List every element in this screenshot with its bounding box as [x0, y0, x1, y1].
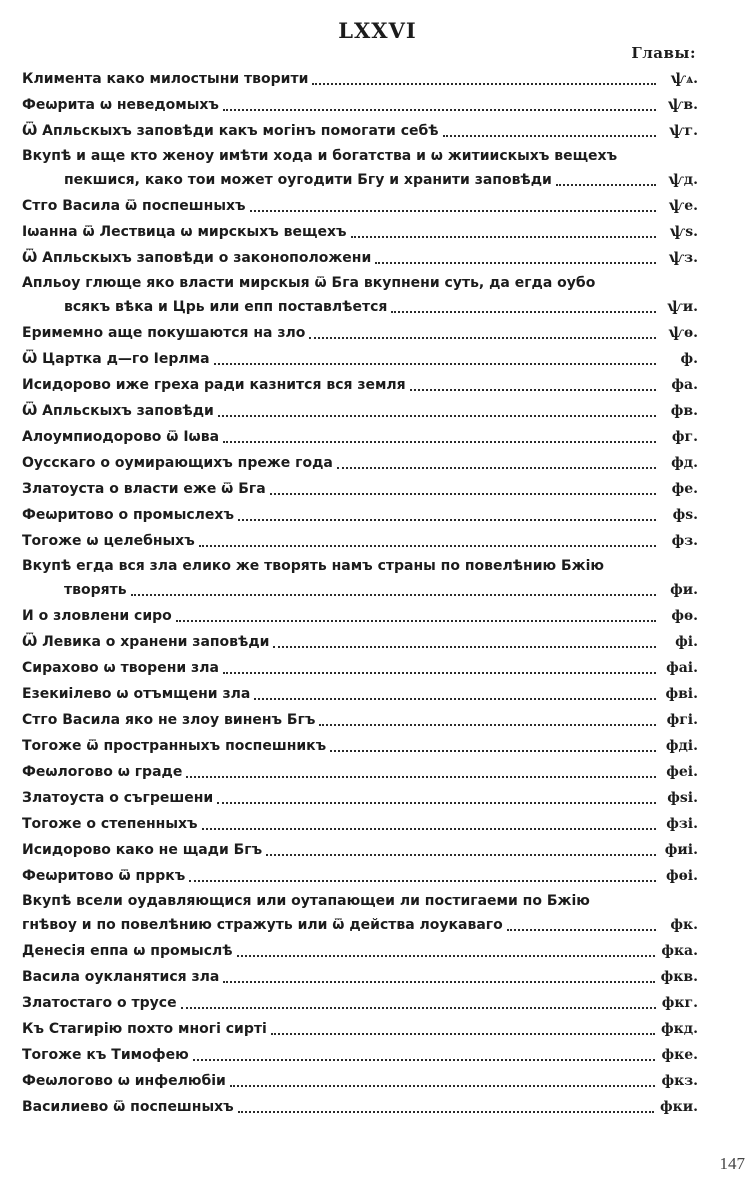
- toc-entry-ref: фа.: [671, 377, 698, 393]
- toc-entry-ref: ѱд.: [668, 172, 698, 188]
- toc-entry: [22, 889, 698, 938]
- toc-entry: [22, 554, 698, 603]
- dot-leader: [507, 929, 656, 931]
- toc-entry-text: Исидорово иже греха ради казнится вся земля: [22, 377, 406, 393]
- toc-entry-ref: фки.: [660, 1099, 698, 1115]
- toc-entry: [22, 502, 698, 528]
- toc-entry: [22, 450, 698, 476]
- toc-entry-text: Къ Стагирію похто многі сирті: [22, 1021, 267, 1037]
- dot-leader: [189, 880, 656, 882]
- toc-entry-text: Васила оукланятися зла: [22, 969, 220, 985]
- toc-entry-ref: фг.: [671, 429, 698, 445]
- toc-entry-ref: фѳі.: [666, 868, 698, 884]
- dot-leader: [223, 109, 656, 111]
- dot-leader: [273, 646, 656, 648]
- toc-entry-continuation: [22, 295, 698, 320]
- dot-leader: [351, 236, 656, 238]
- toc-entry-text: Вкупѣ и аще кто женоу имѣти хода и богатства и ѡ житиискыхъ вещехъ: [22, 148, 618, 164]
- dot-leader: [250, 210, 656, 212]
- dot-leader: [131, 594, 656, 596]
- toc-entry-text: Іѡанна ѿ Лествица ѡ мирскыхъ вещехъ: [22, 224, 347, 240]
- toc-entry: [22, 528, 698, 554]
- dot-leader: [181, 1007, 656, 1009]
- toc-entry-text: Езекиілево ѡ отъмщени зла: [22, 686, 251, 702]
- toc-entry: [22, 629, 698, 655]
- toc-entry-ref: фѕі.: [667, 790, 698, 806]
- toc-entry-text: Апльоу глюще яко власти мирскыя ѿ Бга вкупнени суть, да егда оубо: [22, 275, 596, 291]
- toc-entry-text: И о зловлени сиро: [22, 608, 172, 624]
- toc-entry-ref: фві.: [665, 686, 698, 702]
- toc-entry: [22, 219, 698, 245]
- toc-entry-text: Тогоже ѿ пространныхъ поспешникъ: [22, 738, 327, 754]
- dot-leader: [186, 776, 656, 778]
- toc-entry-ref: фзі.: [666, 816, 698, 832]
- dot-leader: [270, 493, 656, 495]
- toc-entry-text: Златоуста о съгрешени: [22, 790, 214, 806]
- toc-entry: [22, 964, 698, 990]
- toc-entry-ref: фв.: [670, 403, 698, 419]
- dot-leader: [391, 311, 656, 313]
- toc-entry-text: Феѡритово ѿ прркъ: [22, 868, 186, 884]
- toc-entry: [22, 320, 698, 346]
- dot-leader: [266, 854, 656, 856]
- dot-leader: [202, 828, 656, 830]
- toc-entry: [22, 938, 698, 964]
- toc-entry-text: Вкупѣ всели оудавляющися или оутапающеи ли постигаеми по Бжію: [22, 893, 590, 909]
- toc-entry-ref: ѱе.: [668, 198, 698, 214]
- toc-entry-text: Феѡрита ѡ неведомыхъ: [22, 97, 219, 113]
- toc-entry: [22, 603, 698, 629]
- toc-entry-text-continued: пекшися, како тои может оугодити Бгу и хранити заповѣди: [64, 172, 552, 188]
- dot-leader: [214, 363, 656, 365]
- toc-entry: [22, 66, 698, 92]
- dot-leader: [238, 519, 656, 521]
- toc-entry: [22, 346, 698, 372]
- toc-entry-text: Феѡлогово ѡ граде: [22, 764, 183, 780]
- dot-leader: [443, 135, 656, 137]
- dot-leader: [223, 672, 656, 674]
- toc-entry-continuation: [22, 913, 698, 938]
- toc-entry: [22, 990, 698, 1016]
- toc-entry-ref: ѱѳ.: [668, 325, 698, 341]
- toc-entry-ref: фз.: [671, 533, 698, 549]
- toc-entry-text: Денесія еппа ѡ промыслѣ: [22, 943, 233, 959]
- toc-entry: [22, 1094, 698, 1120]
- toc-entry: [22, 245, 698, 271]
- toc-entry-continuation: [22, 168, 698, 193]
- toc-entry-text: Златостаго о трусе: [22, 995, 177, 1011]
- toc-entry-text-continued: творять: [64, 582, 127, 598]
- toc-entry-text: Еримемно аще покушаются на зло: [22, 325, 306, 341]
- toc-entry: [22, 271, 698, 320]
- toc-entry: [22, 655, 698, 681]
- column-header-chapters: Главы:: [631, 44, 696, 62]
- toc-entry-ref: ѱѧ.: [670, 71, 698, 87]
- toc-entry-text: Василиево ѿ поспешныхъ: [22, 1099, 234, 1115]
- toc-entry: [22, 398, 698, 424]
- toc-entry-text: Климента како милостыни творити: [22, 71, 309, 87]
- toc-entry: [22, 476, 698, 502]
- toc-entry-continuation: [22, 578, 698, 603]
- toc-entry: [22, 785, 698, 811]
- toc-entry-text: Тогоже къ Тимофею: [22, 1047, 189, 1063]
- toc-entry: [22, 733, 698, 759]
- toc-entry-ref: фі.: [675, 634, 698, 650]
- toc-entry-text: Исидорово како не щади Бгъ: [22, 842, 263, 858]
- toc-entry-ref: фе.: [671, 481, 698, 497]
- toc-entry-ref: фѳ.: [671, 608, 698, 624]
- toc-entry-ref: ѱи.: [667, 299, 698, 315]
- dot-leader: [337, 467, 656, 469]
- dot-leader: [319, 724, 656, 726]
- dot-leader: [217, 802, 656, 804]
- toc-entry-ref: ѱз.: [668, 250, 698, 266]
- toc-entry-ref: фкз.: [661, 1073, 698, 1089]
- toc-entry: [22, 118, 698, 144]
- dot-leader: [410, 389, 656, 391]
- toc-entry-ref: фке.: [661, 1047, 698, 1063]
- dot-leader: [375, 262, 656, 264]
- dot-leader: [312, 83, 656, 85]
- toc-entry-ref: фкд.: [661, 1021, 698, 1037]
- toc-entry: [22, 1042, 698, 1068]
- toc-entry-text: Тогоже о степенныхъ: [22, 816, 198, 832]
- toc-entry-text: Ѿ Апльскыхъ заповѣди какъ могінъ помогати себѣ: [22, 123, 439, 139]
- dot-leader: [271, 1033, 655, 1035]
- toc-entry: [22, 424, 698, 450]
- toc-entry-ref: фкв.: [660, 969, 698, 985]
- toc-entry: [22, 1016, 698, 1042]
- toc-entry-ref: феі.: [666, 764, 698, 780]
- toc-entry-ref: фаі.: [666, 660, 698, 676]
- toc-entry: [22, 707, 698, 733]
- page-number: 147: [719, 1154, 745, 1173]
- toc-entry: [22, 837, 698, 863]
- toc-entry: [22, 759, 698, 785]
- dot-leader: [230, 1085, 656, 1087]
- toc-entry-ref: ѱѕ.: [669, 224, 698, 240]
- toc-entry-ref: ѱв.: [667, 97, 698, 113]
- toc-entry: [22, 1068, 698, 1094]
- toc-entry-ref: ѱг.: [669, 123, 698, 139]
- dot-leader: [237, 955, 656, 957]
- toc-entry-ref: фкг.: [661, 995, 698, 1011]
- dot-leader: [254, 698, 656, 700]
- toc-entry: [22, 193, 698, 219]
- toc-entry-ref: фк.: [670, 917, 698, 933]
- toc-entry: [22, 811, 698, 837]
- dot-leader: [193, 1059, 656, 1061]
- toc-entry-text: Златоуста о власти еже ѿ Бга: [22, 481, 266, 497]
- page-title: LXXVI: [338, 18, 417, 43]
- toc-entry-ref: фиі.: [664, 842, 698, 858]
- dot-leader: [176, 620, 656, 622]
- toc-entry-ref: фді.: [665, 738, 698, 754]
- toc-entry-text: Оусскаго о оумирающихъ преже года: [22, 455, 333, 471]
- dot-leader: [223, 981, 654, 983]
- dot-leader: [556, 184, 656, 186]
- dot-leader: [238, 1111, 654, 1113]
- toc-entry-text: Сирахово ѡ творени зла: [22, 660, 219, 676]
- toc-entry-ref: фд.: [671, 455, 698, 471]
- toc-entry-text: Ѿ Апльскыхъ заповѣди: [22, 403, 214, 419]
- toc-entry-ref: фѕ.: [672, 507, 698, 523]
- toc-entry-text: Вкупѣ егда вся зла елико же творять намъ страны по повелѣнию Бжію: [22, 558, 605, 574]
- toc-entry-text-continued: гнѣвоу и по повелѣнию стражуть или ѿ действа лоукаваго: [22, 917, 503, 933]
- toc-entry-text: Феѡритово о промыслехъ: [22, 507, 234, 523]
- toc-entry: [22, 92, 698, 118]
- toc-entry-text: Стго Васила яко не злоу виненъ Бгъ: [22, 712, 316, 728]
- toc-entry: [22, 681, 698, 707]
- toc-entry-text: Ѿ Цартка д—го Іерлма: [22, 351, 210, 367]
- toc-entry-text: Ѿ Апльскыхъ заповѣди о законоположени: [22, 250, 372, 266]
- toc-entry-ref: ф.: [680, 351, 698, 367]
- dot-leader: [218, 415, 656, 417]
- dot-leader: [330, 750, 656, 752]
- toc-entry-ref: фка.: [661, 943, 698, 959]
- toc-entry: [22, 372, 698, 398]
- dot-leader: [309, 337, 656, 339]
- toc-entry-ref: фгі.: [666, 712, 698, 728]
- toc-entry: [22, 863, 698, 889]
- toc-entry-text-continued: всякъ вѣка и Црь или епп поставлѣется: [64, 299, 388, 315]
- toc-entry: [22, 144, 698, 193]
- toc-entry-text: Стго Васила ѿ поспешныхъ: [22, 198, 246, 214]
- toc-entry-text: Тогоже ѡ целебныхъ: [22, 533, 195, 549]
- toc-entry-text: Феѡлогово ѡ инфелюбіи: [22, 1073, 226, 1089]
- dot-leader: [199, 545, 656, 547]
- table-of-contents: [22, 66, 698, 1120]
- dot-leader: [223, 441, 656, 443]
- toc-entry-text: Алоумпиодорово ѿ Іѡва: [22, 429, 220, 445]
- toc-entry-text: Ѿ Левика о хранени заповѣди: [22, 634, 270, 650]
- toc-entry-ref: фи.: [670, 582, 698, 598]
